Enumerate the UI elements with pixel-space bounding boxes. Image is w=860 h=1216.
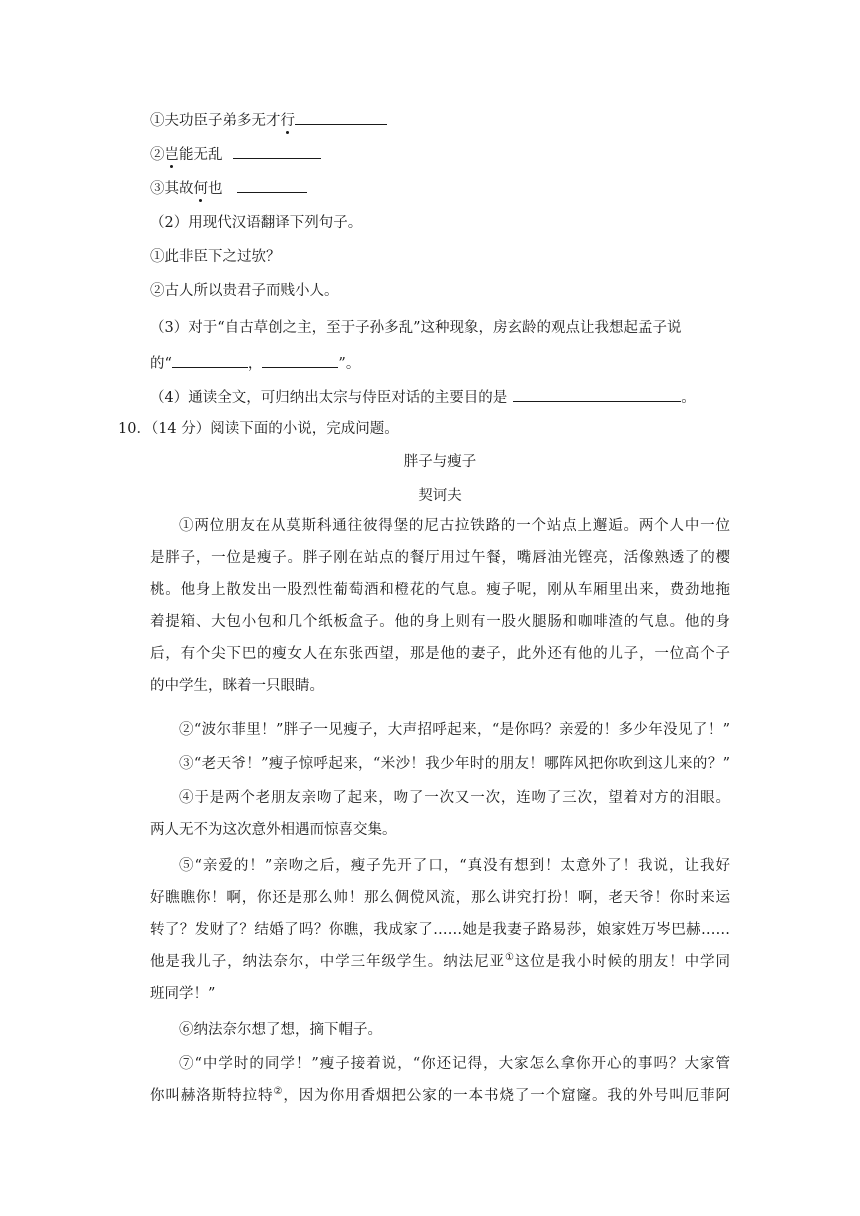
q9-sub1-item-1 xyxy=(150,108,387,131)
paragraph-line: ⑤“亲爱的！”亲吻之后，瘦子先开了口，“真没有想到！太意外了！我说，让我好 xyxy=(179,858,730,874)
paragraph-line: ③“老天爷！”瘦子惊呼起来，“米沙！我少年时的朋友！哪阵风把你吹到这儿来的？” xyxy=(179,756,730,772)
q10-heading: 10．（14 分）阅读下面的小说，完成问题。 xyxy=(118,421,399,437)
item-text: ③其故 xyxy=(150,181,194,197)
q9-sub3-line2 xyxy=(150,351,360,374)
item-text: ①夫功臣子弟多无才 xyxy=(150,113,281,129)
q9-sub4 xyxy=(150,385,696,408)
dotted-char: 岂 xyxy=(164,147,179,163)
paragraph-line: 后，有个尖下巴的瘦女人在东张西望，那是他的妻子，此外还有他的儿子，一位高个子 xyxy=(150,646,730,662)
q9-sub2-item-2: ②古人所以贵君子而贱小人。 xyxy=(150,283,339,299)
answer-blank[interactable] xyxy=(295,108,387,125)
line-text: 他是我儿子，纳法奈尔，中学三年级学生。纳法尼亚 xyxy=(150,954,505,970)
answer-blank[interactable] xyxy=(172,351,248,368)
paragraph-line xyxy=(150,1080,730,1112)
paragraph-line xyxy=(150,946,730,978)
story-paragraph-7 xyxy=(150,1048,730,1112)
story-paragraph-5 xyxy=(150,850,730,1010)
text: 的“ xyxy=(150,356,172,372)
story-author: 契诃夫 xyxy=(418,488,462,504)
line-text: 这位是我小时候的朋友！中学同 xyxy=(514,954,731,970)
answer-blank[interactable] xyxy=(513,385,681,402)
paragraph-line: ④于是两个老朋友亲吻了起来，吻了一次又一次，连吻了三次，望着对方的泪眼。 xyxy=(179,790,730,806)
paragraph-line: ①两位朋友在从莫斯科通往彼得堡的尼古拉铁路的一个站点上邂逅。两个人中一位 xyxy=(179,518,730,534)
paragraph-line: ⑥纳法奈尔想了想，摘下帽子。 xyxy=(179,1022,382,1038)
q9-sub1-item-3 xyxy=(150,176,307,199)
dotted-char: 行 xyxy=(280,113,295,129)
paragraph-line: 两人无不为这次意外相遇而惊喜交集。 xyxy=(150,822,397,838)
answer-blank[interactable] xyxy=(262,351,338,368)
story-paragraph-1 xyxy=(150,510,730,702)
footnote-mark[interactable]: ① xyxy=(504,952,515,964)
item-text: 能无乱 xyxy=(179,147,223,163)
q9-sub2-title: （2）用现代汉语翻译下列句子。 xyxy=(150,215,363,231)
line-text: 你叫赫洛斯特拉特 xyxy=(150,1088,274,1104)
answer-blank[interactable] xyxy=(237,176,307,193)
story-paragraph-4 xyxy=(150,782,730,846)
story-paragraph-3 xyxy=(150,748,730,780)
text: ， xyxy=(247,356,263,372)
line-text: ，因为你用香烟把公家的一本书烧了一个窟窿。我的外号叫厄菲阿 xyxy=(283,1088,731,1104)
text: 。 xyxy=(681,390,696,406)
story-title: 胖子与瘦子 xyxy=(403,454,477,470)
q9-sub2-item-1: ①此非臣下之过欤？ xyxy=(150,249,281,265)
paragraph-line: 桃。他身上散发出一股烈性葡萄酒和橙花的气息。瘦子呢，刚从车厢里出来，费劲地拖 xyxy=(150,582,730,598)
q9-sub3-line1: （3）对于“自古草创之主，至于子孙多乱”这种现象，房玄龄的观点让我想起孟子说 xyxy=(150,320,682,336)
story-paragraph-2 xyxy=(150,714,730,746)
paragraph-line: 班同学！” xyxy=(150,986,216,1002)
paragraph-line: 是胖子，一位是瘦子。胖子刚在站点的餐厅用过午餐，嘴唇油光铿亮，活像熟透了的樱 xyxy=(150,550,730,566)
q9-sub1-item-2 xyxy=(150,142,321,165)
text: （4）通读全文，可归纳出太宗与侍臣对话的主要目的是 xyxy=(150,390,508,406)
footnote-mark[interactable]: ② xyxy=(273,1086,284,1098)
paragraph-line: 转了？发财了？结婚了吗？你瞧，我成家了……她是我妻子路易莎，娘家姓万岑巴赫…… xyxy=(150,922,730,938)
text: ”。 xyxy=(338,356,361,372)
answer-blank[interactable] xyxy=(233,142,321,159)
dotted-char: 何 xyxy=(193,181,208,197)
item-text: ② xyxy=(150,147,165,163)
item-text: 也 xyxy=(208,181,223,197)
story-paragraph-6 xyxy=(150,1014,730,1046)
paragraph-line: ⑦“中学时的同学！”瘦子接着说，“你还记得，大家怎么拿你开心的事吗？大家管 xyxy=(179,1056,730,1072)
paragraph-line: ②“波尔菲里！”胖子一见瘦子，大声招呼起来，“是你吗？亲爱的！多少年没见了！” xyxy=(179,722,730,738)
paragraph-line: 着提箱、大包小包和几个纸板盒子。他的身上则有一股火腿肠和咖啡渣的气息。他的身 xyxy=(150,614,730,630)
paragraph-line: 好瞧瞧你！啊，你还是那么帅！那么倜傥风流，那么讲究打扮！啊，老天爷！你时来运 xyxy=(150,890,730,906)
paragraph-line: 的中学生，眯着一只眼睛。 xyxy=(150,678,324,694)
